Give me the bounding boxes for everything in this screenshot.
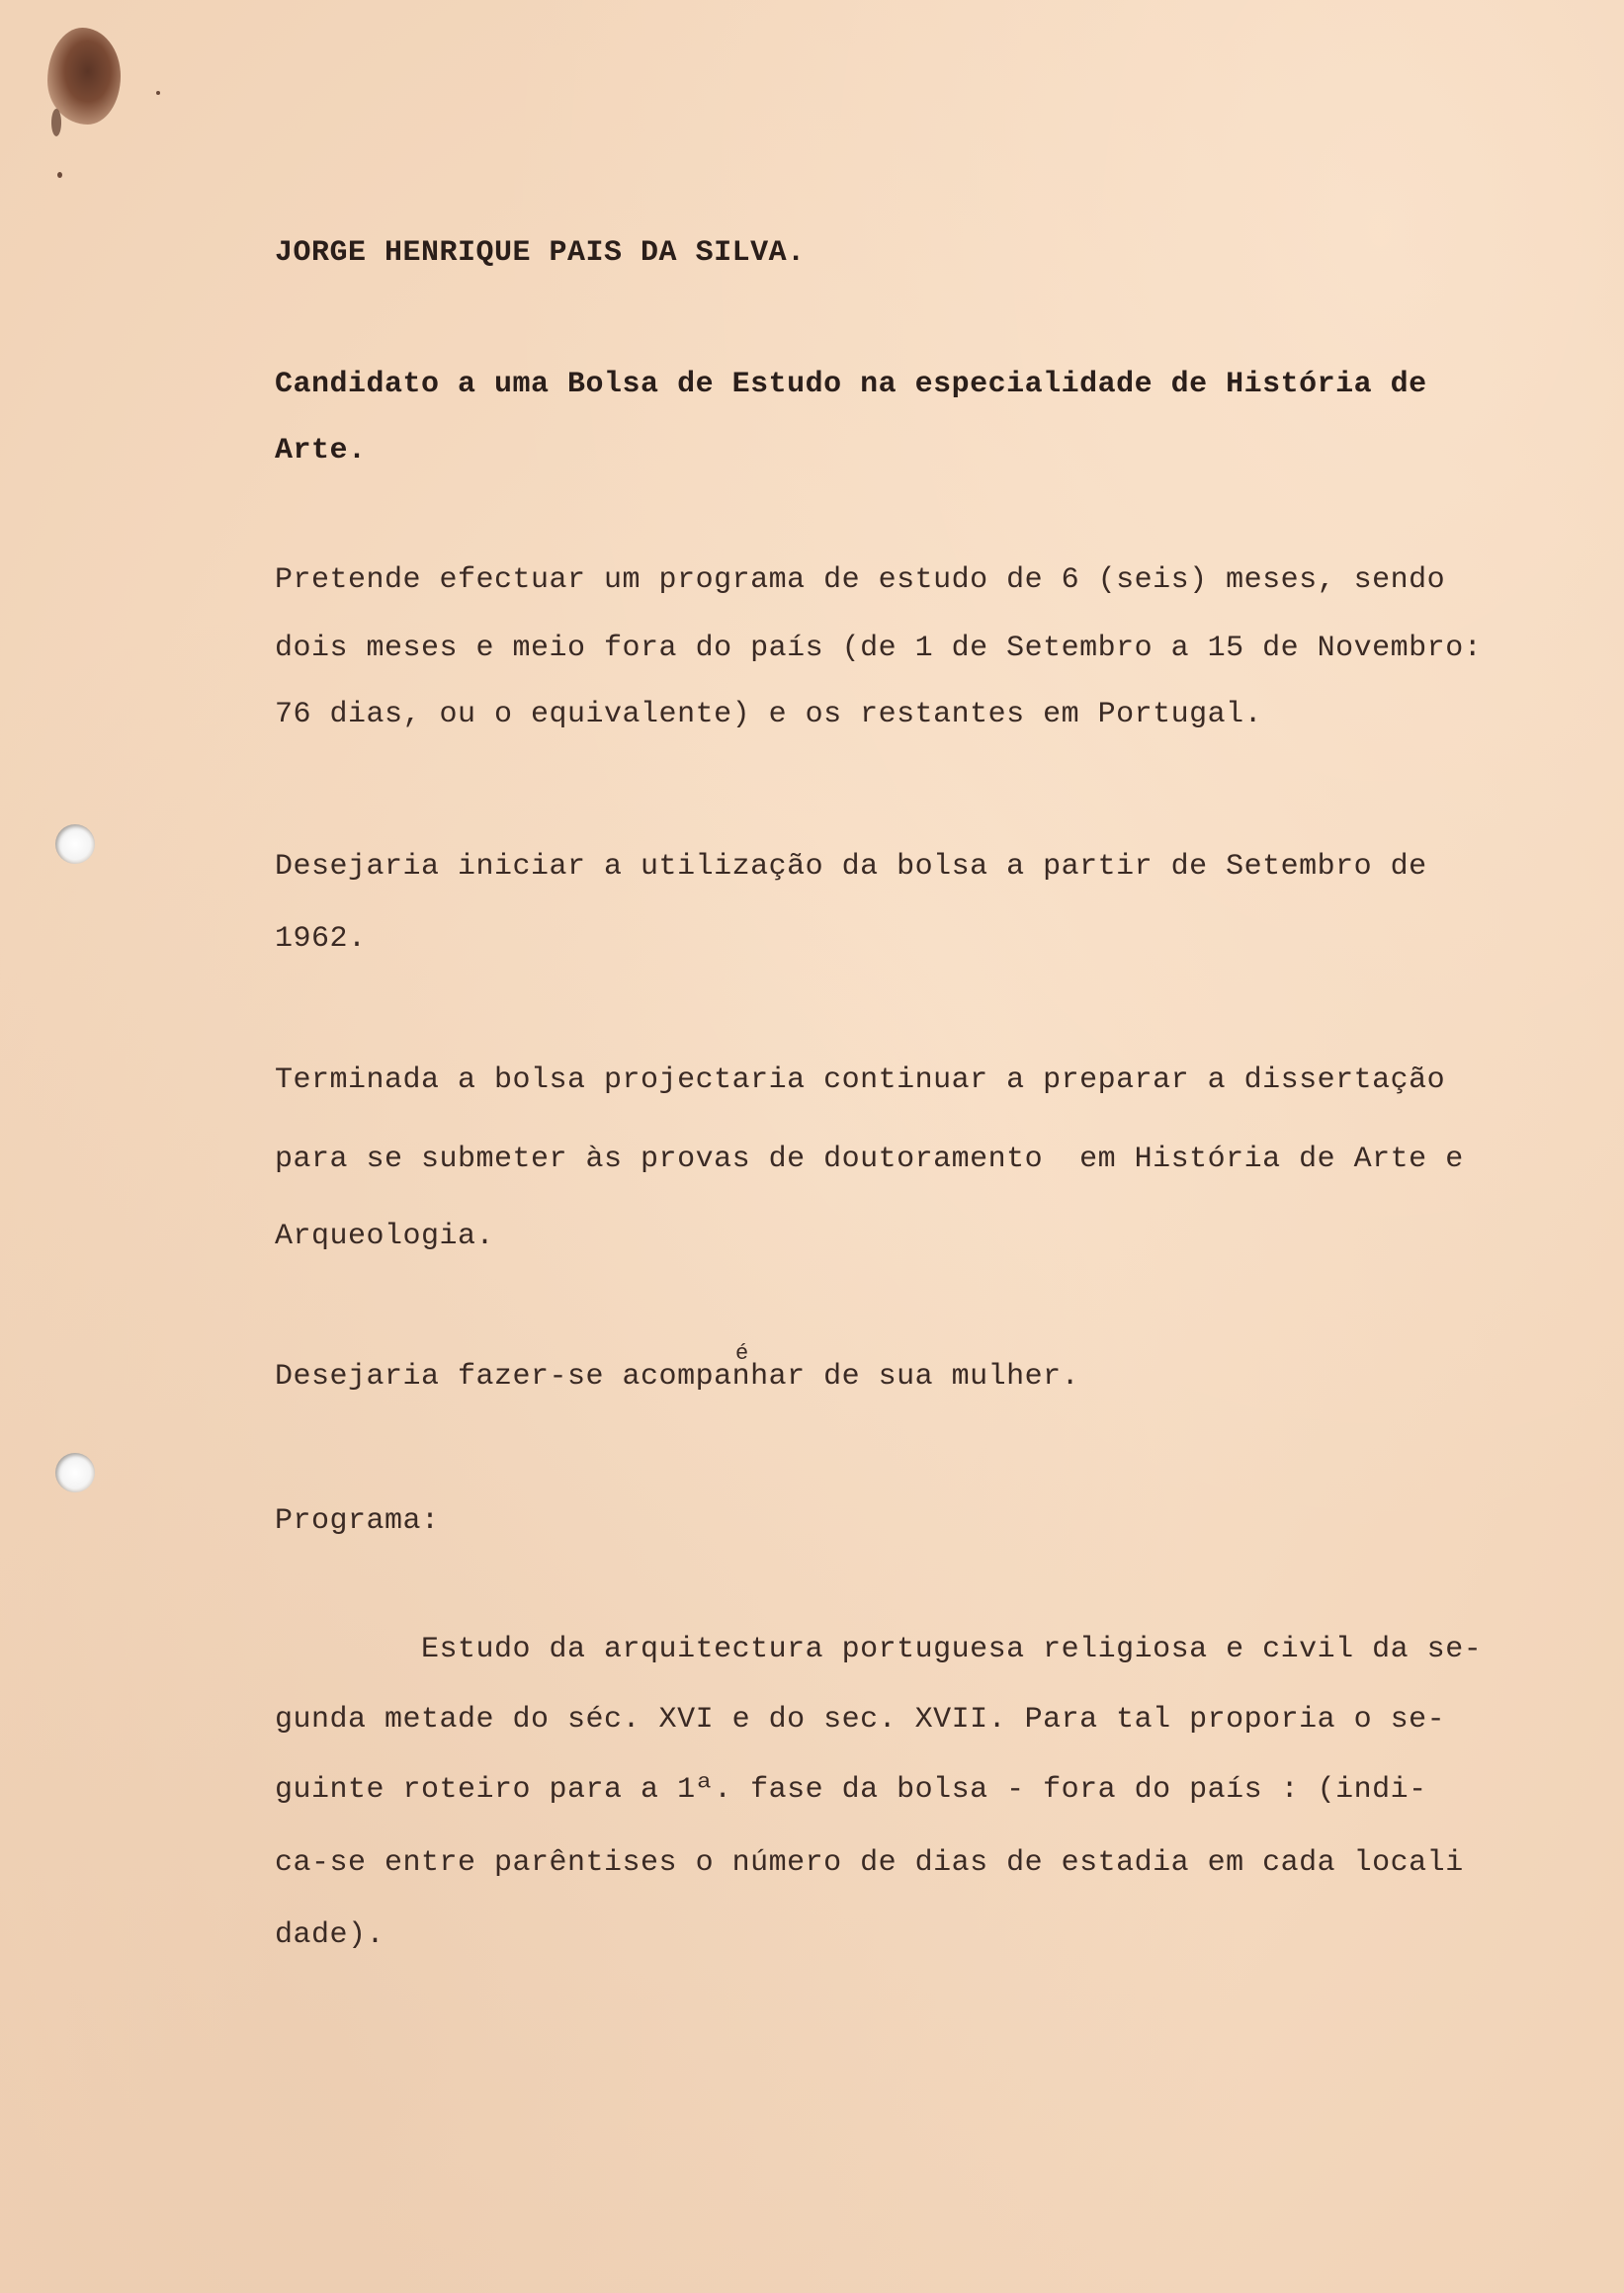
program-heading: Programa: bbox=[275, 1504, 440, 1538]
program-plan-line-3: 76 dias, ou o equivalente) e os restantes em Portugal. bbox=[275, 698, 1263, 731]
punch-hole-upper bbox=[55, 824, 95, 864]
after-grant-line-2: para se submeter às provas de doutoramento em História de Arte e bbox=[275, 1143, 1464, 1176]
candidacy-line-2: Arte. bbox=[275, 434, 367, 467]
program-plan-line-2: dois meses e meio fora do país (de 1 de Setembro a 15 de Novembro: bbox=[275, 632, 1483, 665]
program-body-line-5: dade). bbox=[275, 1918, 385, 1952]
program-body-line-4: ca-se entre parêntises o número de dias de estadia em cada locali bbox=[275, 1846, 1464, 1880]
handwritten-correction: é bbox=[735, 1341, 749, 1366]
ink-drip bbox=[51, 109, 61, 136]
program-plan-line-1: Pretende efectuar um programa de estudo de 6 (seis) meses, sendo bbox=[275, 563, 1446, 597]
program-body-line-1: Estudo da arquitectura portuguesa religiosa e civil da se- bbox=[275, 1633, 1483, 1666]
paper-speck bbox=[156, 91, 160, 95]
after-grant-line-3: Arqueologia. bbox=[275, 1220, 495, 1253]
header-name: JORGE HENRIQUE PAIS DA SILVA. bbox=[275, 236, 806, 270]
after-grant-line-1: Terminada a bolsa projectaria continuar a preparar a dissertação bbox=[275, 1063, 1446, 1097]
program-body-line-3: guinte roteiro para a 1ª. fase da bolsa - fora do país : (indi- bbox=[275, 1773, 1427, 1807]
program-body-line-2: gunda metade do séc. XVI e do sec. XVII. Para tal proporia o se- bbox=[275, 1703, 1446, 1737]
punch-hole-lower bbox=[55, 1453, 95, 1492]
spouse-line: Desejaria fazer-se acompanhar de sua mulher. bbox=[275, 1360, 1080, 1394]
start-date-line-1: Desejaria iniciar a utilização da bolsa a partir de Setembro de bbox=[275, 850, 1427, 884]
paper-speck bbox=[57, 172, 62, 178]
candidacy-line-1: Candidato a uma Bolsa de Estudo na especialidade de História de bbox=[275, 368, 1427, 401]
start-date-line-2: 1962. bbox=[275, 922, 367, 956]
